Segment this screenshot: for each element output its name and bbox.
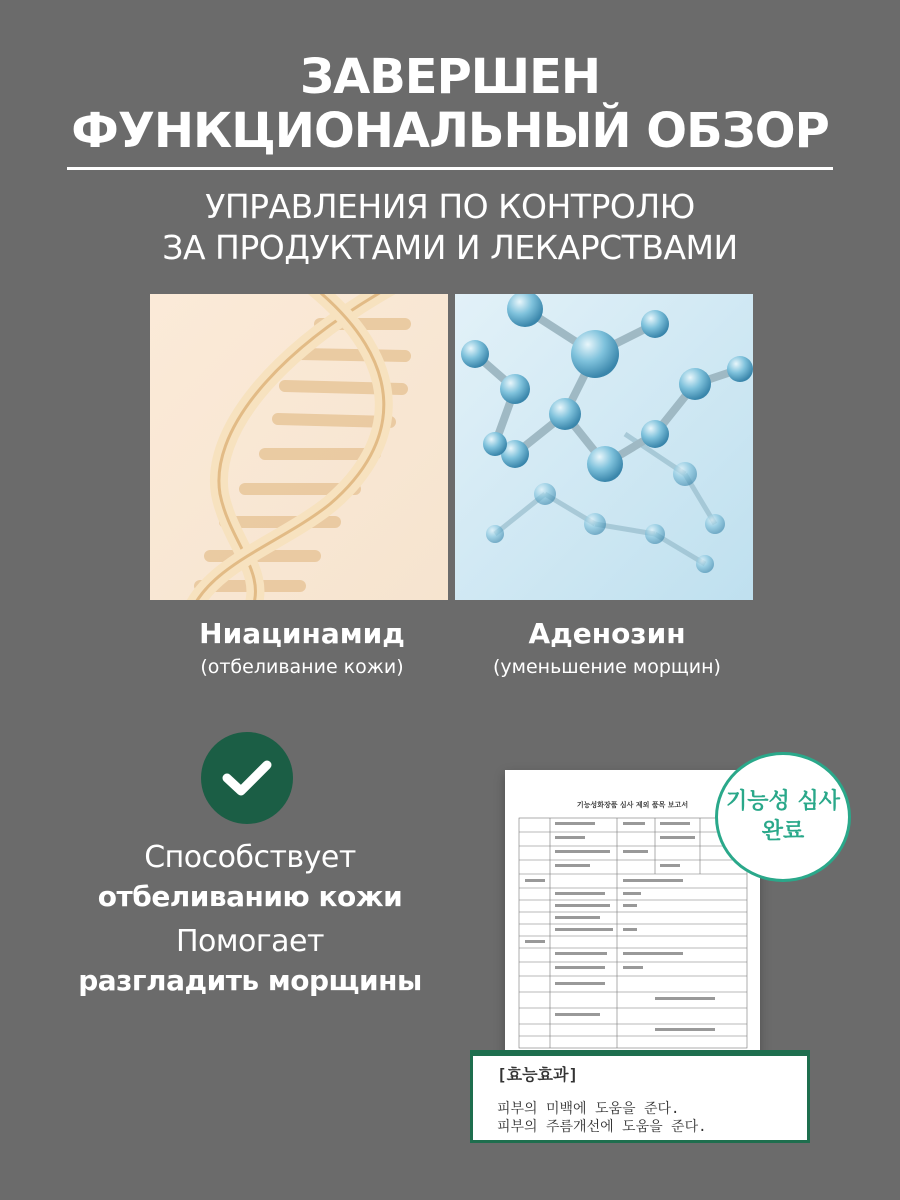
dna-image: [150, 294, 448, 600]
ingredient-name: Ниацинамид: [199, 617, 405, 650]
badge-line: 완료: [761, 819, 805, 844]
benefit-line: Способствует: [144, 840, 356, 875]
page-subtitle: [0, 186, 900, 268]
benefit-line: разгладить морщины: [78, 964, 422, 997]
ingredient-desc: (уменьшение морщин): [493, 656, 721, 678]
badge-line: 기능성 심사: [726, 789, 840, 814]
page-title-line-2: ФУНКЦИОНАЛЬНЫЙ ОБЗОР: [71, 103, 829, 159]
benefits-text: [40, 838, 460, 1000]
checkmark-icon: [201, 732, 293, 824]
efficacy-line: 피부의 미백에 도움을 준다.: [497, 1101, 680, 1117]
efficacy-box: [470, 1050, 810, 1143]
benefit-line: Помогает: [176, 924, 324, 959]
review-complete-badge: [715, 752, 851, 882]
page-subtitle-line-2: ЗА ПРОДУКТАМИ И ЛЕКАРСТВАМИ: [162, 228, 738, 267]
ingredient-name: Аденозин: [528, 617, 686, 650]
ingredient-niacinamide: [152, 617, 452, 679]
title-divider: [67, 167, 833, 170]
molecule-image: [455, 294, 753, 600]
efficacy-heading: [효능효과]: [497, 1065, 579, 1084]
page-title: [0, 50, 900, 158]
ingredient-adenosine: [457, 617, 757, 679]
benefit-line: отбеливанию кожи: [97, 880, 403, 913]
page-title-line-1: ЗАВЕРШЕН: [299, 49, 601, 105]
ingredient-desc: (отбеливание кожи): [200, 656, 404, 678]
page-subtitle-line-1: УПРАВЛЕНИЯ ПО КОНТРОЛЮ: [205, 187, 695, 226]
efficacy-line: 피부의 주름개선에 도움을 준다.: [497, 1119, 707, 1135]
document-title: 기능성화장품 심사 제외 품목 보고서: [576, 801, 689, 809]
